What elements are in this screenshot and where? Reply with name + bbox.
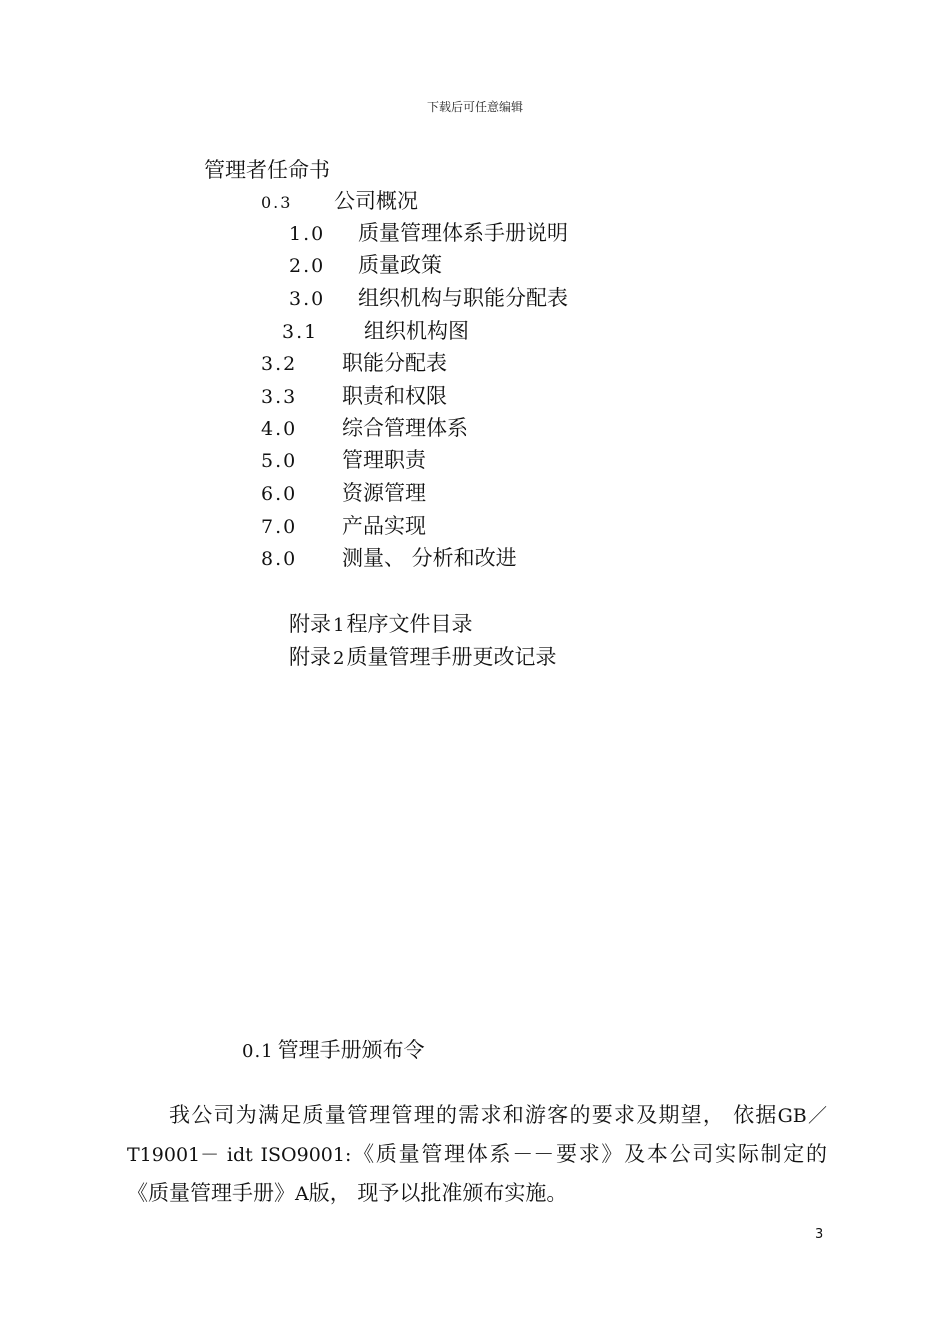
- toc-entry-number: 6.0: [261, 483, 298, 505]
- standard-code: GB／T19001－ idt ISO9001:: [127, 1105, 827, 1166]
- toc-entry-number: 1.0: [289, 223, 326, 245]
- body-paragraph: [127, 1096, 827, 1213]
- toc-entry-text: 质量管理体系手册说明: [358, 221, 568, 245]
- toc-entry-number: 8.0: [261, 548, 298, 570]
- toc-entry: [289, 218, 568, 248]
- toc-entry: [261, 348, 447, 378]
- toc-entry: [261, 478, 426, 508]
- toc-entry-number: 5.0: [261, 450, 298, 472]
- toc-entry-text: 质量政策: [358, 253, 442, 277]
- toc-entry-text: 资源管理: [342, 481, 426, 505]
- toc-entry-number: 3.2: [261, 353, 298, 375]
- section-number: 0.1: [242, 1041, 274, 1062]
- toc-entry: [261, 381, 447, 411]
- toc-entry-number: 2.0: [289, 255, 326, 277]
- toc-entry-number: 3.3: [261, 386, 298, 408]
- section-title: 管理手册颁布令: [277, 1038, 425, 1062]
- toc-entry-text: 职能分配表: [342, 351, 447, 375]
- appendix-entry: [289, 641, 556, 671]
- toc-entry-text: 组织机构与职能分配表: [358, 286, 568, 310]
- paragraph-text-3: 版， 现予以批准颁布实施。: [308, 1181, 568, 1205]
- toc-entry: [289, 250, 442, 280]
- toc-entry-text: 组织机构图: [364, 319, 469, 343]
- toc-entry: [282, 316, 469, 346]
- appendix-text: 质量管理手册更改记录: [346, 645, 557, 669]
- toc-entry-number: 3.1: [282, 321, 319, 343]
- toc-entry-number: 4.0: [261, 418, 298, 440]
- toc-entry-text: 测量、 分析和改进: [342, 546, 517, 570]
- toc-title: 管理者任命书: [204, 158, 330, 182]
- toc-entry-number: 3.0: [289, 288, 326, 310]
- appendix-entry: [289, 608, 472, 638]
- version-code: A: [295, 1183, 309, 1205]
- toc-entry-text: 公司概况: [334, 189, 418, 213]
- toc-entry-number: 0.3: [261, 193, 293, 212]
- appendix-prefix: 附录: [289, 645, 331, 669]
- toc-entry-number: 7.0: [261, 516, 298, 538]
- appendix-number: 1: [333, 615, 345, 636]
- header-note: 下载后可任意编辑: [426, 100, 523, 114]
- appendix-prefix: 附录: [289, 612, 331, 636]
- appendix-text: 程序文件目录: [346, 612, 473, 636]
- toc-entry: [261, 511, 426, 541]
- toc-entry: [261, 543, 517, 573]
- toc-entry: [261, 445, 426, 475]
- toc-entry: [261, 413, 468, 443]
- toc-entry: [261, 186, 418, 216]
- appendix-number: 2: [333, 648, 345, 669]
- toc-entry-text: 职责和权限: [342, 384, 447, 408]
- section-heading: [242, 1034, 425, 1064]
- toc-entry-text: 产品实现: [342, 514, 426, 538]
- paragraph-text-2: 《质量管理体系－－要求》及本公司实际制定的《质量管理手册》: [127, 1142, 828, 1205]
- toc-entry-text: 管理职责: [342, 448, 426, 472]
- paragraph-text-1: 我公司为满足质量管理管理的需求和游客的要求及期望， 依据: [169, 1103, 778, 1127]
- toc-entry: [289, 283, 568, 313]
- page-number: 3: [815, 1227, 824, 1242]
- toc-entry-text: 综合管理体系: [342, 416, 468, 440]
